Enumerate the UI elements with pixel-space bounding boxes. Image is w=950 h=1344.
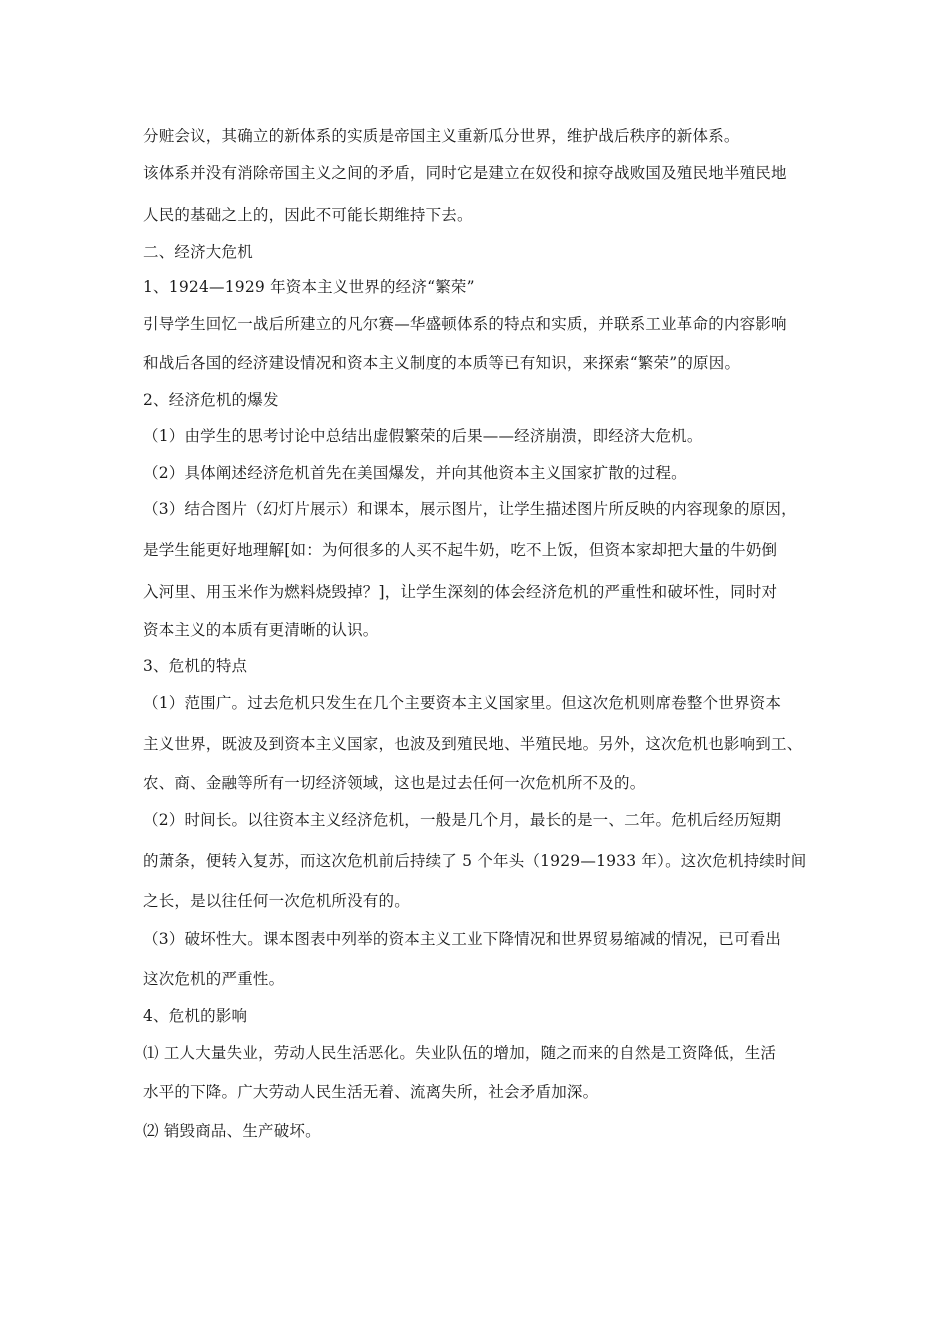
text-line: 水平的下降。广大劳动人民生活无着、流离失所，社会矛盾加深。 — [143, 1083, 599, 1101]
text-line: 分赃会议，其确立的新体系的实质是帝国主义重新瓜分世界，维护战后秩序的新体系。 — [143, 127, 740, 145]
subsection-heading: 4、危机的影响 — [143, 1007, 248, 1025]
list-item: ⑵ 销毁商品、生产破坏。 — [143, 1122, 321, 1140]
text-line: 该体系并没有消除帝国主义之间的矛盾，同时它是建立在奴役和掠夺战败国及殖民地半殖民地 — [143, 164, 787, 182]
section-heading: 二、经济大危机 — [143, 243, 253, 261]
text-line: 主义世界，既波及到资本主义国家，也波及到殖民地、半殖民地。另外，这次危机也影响到工、 — [143, 735, 803, 753]
list-item: （2）具体阐述经济危机首先在美国爆发，并向其他资本主义国家扩散的过程。 — [143, 464, 687, 482]
list-item: （1）由学生的思考讨论中总结出虚假繁荣的后果——经济崩溃，即经济大危机。 — [143, 427, 703, 445]
list-item: ⑴ 工人大量失业，劳动人民生活恶化。失业队伍的增加，随之而来的自然是工资降低，生活 — [143, 1044, 777, 1062]
text-line: 入河里、用玉米作为燃料烧毁掉？]，让学生深刻的体会经济危机的严重性和破坏性，同时对 — [143, 583, 778, 601]
list-item: （3）结合图片（幻灯片展示）和课本，展示图片，让学生描述图片所反映的内容现象的原因， — [143, 500, 797, 518]
text-line: 和战后各国的经济建设情况和资本主义制度的本质等已有知识，来探索“繁荣”的原因。 — [143, 354, 741, 372]
list-item: （1）范围广。过去危机只发生在几个主要资本主义国家里。但这次危机则席卷整个世界资本 — [143, 694, 782, 712]
text-line: 的萧条，便转入复苏，而这次危机前后持续了 5 个年头（1929—1933 年）。这次危机持续时间 — [143, 852, 807, 870]
text-line: 这次危机的严重性。 — [143, 970, 285, 988]
text-line: 之长，是以往任何一次危机所没有的。 — [143, 892, 410, 910]
text-line: 是学生能更好地理解[如：为何很多的人买不起牛奶，吃不上饭，但资本家却把大量的牛奶倒 — [143, 541, 778, 559]
text-line: 人民的基础之上的，因此不可能长期维持下去。 — [143, 206, 473, 224]
subsection-heading: 2、经济危机的爆发 — [143, 391, 279, 409]
list-item: （3）破坏性大。课本图表中列举的资本主义工业下降情况和世界贸易缩减的情况，已可看出 — [143, 930, 782, 948]
subsection-heading: 3、危机的特点 — [143, 657, 248, 675]
text-line: 农、商、金融等所有一切经济领域，这也是过去任何一次危机所不及的。 — [143, 774, 646, 792]
text-line: 引导学生回忆一战后所建立的凡尔赛—华盛顿体系的特点和实质，并联系工业革命的内容影响 — [143, 315, 787, 333]
list-item: （2）时间长。以往资本主义经济危机，一般是几个月，最长的是一、二年。危机后经历短期 — [143, 811, 782, 829]
subsection-heading: 1、1924—1929 年资本主义世界的经济“繁荣” — [143, 278, 475, 296]
text-line: 资本主义的本质有更清晰的认识。 — [143, 621, 379, 639]
